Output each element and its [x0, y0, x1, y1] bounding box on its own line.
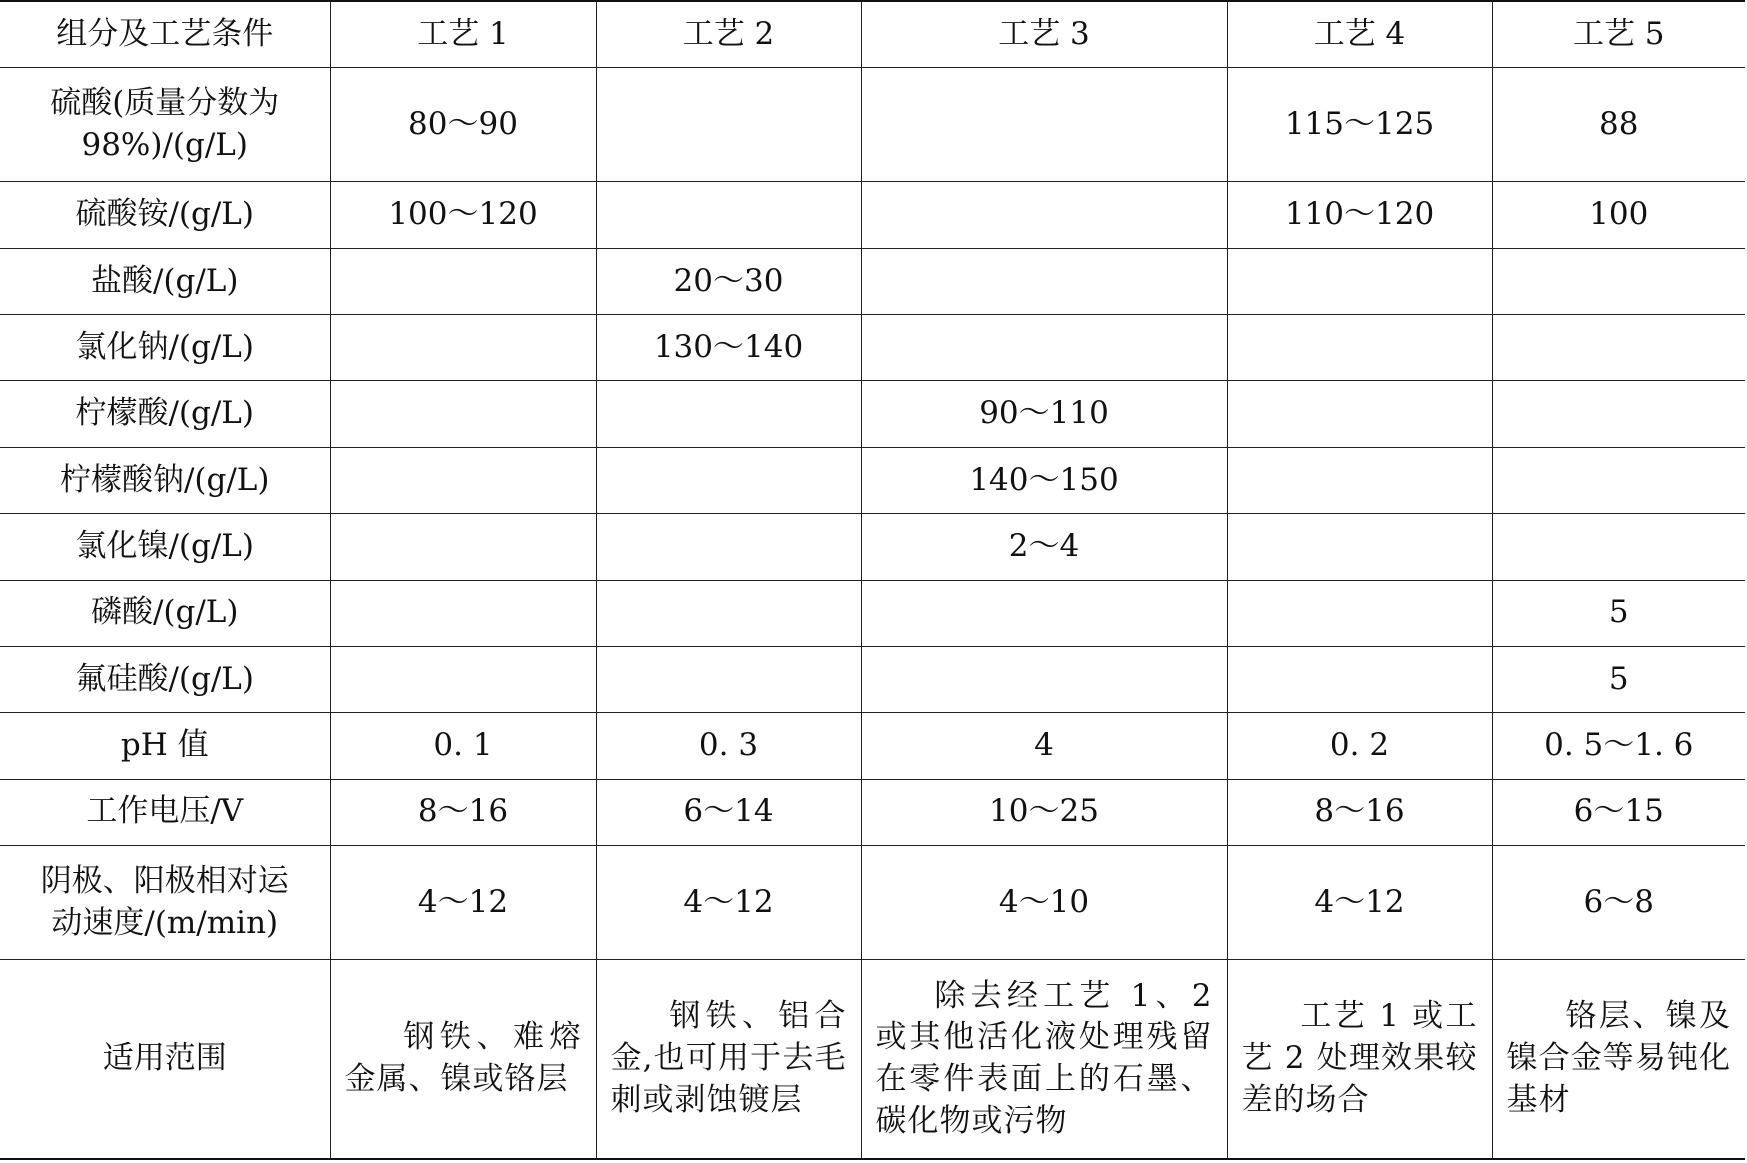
table-row	[0, 381, 1745, 447]
table-cell: 6～14	[596, 779, 861, 845]
table-cell: 0. 3	[596, 713, 861, 779]
table-cell	[330, 646, 596, 712]
table-cell	[596, 381, 861, 447]
table-cell	[861, 580, 1227, 646]
table-cell: 0. 1	[330, 713, 596, 779]
row-label: 氟硅酸/(g/L)	[0, 646, 330, 712]
table-cell: 0. 5～1. 6	[1492, 713, 1745, 779]
table-cell: 5	[1492, 580, 1745, 646]
table-cell: 88	[1492, 67, 1745, 182]
table-cell	[1227, 315, 1492, 381]
table-row	[0, 646, 1745, 712]
table-cell	[1492, 315, 1745, 381]
table-cell	[330, 580, 596, 646]
row-label: 阴极、阳极相对运动速度/(m/min)	[0, 845, 330, 960]
table-row	[0, 182, 1745, 248]
table-cell: 140～150	[861, 447, 1227, 513]
table-cell	[330, 315, 596, 381]
header-cell: 工艺 2	[596, 1, 861, 67]
row-label: 氯化镍/(g/L)	[0, 514, 330, 580]
table-cell: 130～140	[596, 315, 861, 381]
table-cell	[596, 67, 861, 182]
table-cell	[861, 67, 1227, 182]
table-header-row	[0, 1, 1745, 67]
table-cell	[330, 381, 596, 447]
table-cell: 4～12	[1227, 845, 1492, 960]
table-cell: 80～90	[330, 67, 596, 182]
table-row	[0, 960, 1745, 1159]
table-cell: 20～30	[596, 248, 861, 314]
table-cell	[1492, 381, 1745, 447]
table-cell	[1492, 248, 1745, 314]
table-cell	[330, 447, 596, 513]
row-label: 氯化钠/(g/L)	[0, 315, 330, 381]
table-cell: 0. 2	[1227, 713, 1492, 779]
table-cell	[1227, 381, 1492, 447]
table-row	[0, 713, 1745, 779]
row-label: 盐酸/(g/L)	[0, 248, 330, 314]
table-cell	[861, 182, 1227, 248]
row-label: 柠檬酸/(g/L)	[0, 381, 330, 447]
table-cell: 6～15	[1492, 779, 1745, 845]
table-cell: 110～120	[1227, 182, 1492, 248]
scope-cell: 除去经工艺 1、2 或其他活化液处理残留在零件表面上的石墨、碳化物或污物	[861, 960, 1227, 1159]
table-cell	[596, 514, 861, 580]
table-row	[0, 248, 1745, 314]
table-cell	[1492, 514, 1745, 580]
table-cell	[596, 182, 861, 248]
header-cell: 工艺 5	[1492, 1, 1745, 67]
row-label: pH 值	[0, 713, 330, 779]
table-cell: 4～12	[596, 845, 861, 960]
table-cell: 115～125	[1227, 67, 1492, 182]
table-cell	[861, 315, 1227, 381]
table-cell: 4～12	[330, 845, 596, 960]
table-cell	[330, 514, 596, 580]
table-cell	[596, 580, 861, 646]
table-cell: 8～16	[330, 779, 596, 845]
table-cell	[596, 447, 861, 513]
table-cell: 6～8	[1492, 845, 1745, 960]
table-cell	[1227, 580, 1492, 646]
scope-cell: 钢铁、难熔金属、镍或铬层	[330, 960, 596, 1159]
header-cell: 工艺 3	[861, 1, 1227, 67]
table-row	[0, 845, 1745, 960]
row-label: 适用范围	[0, 960, 330, 1159]
scope-cell: 工艺 1 或工艺 2 处理效果较差的场合	[1227, 960, 1492, 1159]
row-label: 工作电压/V	[0, 779, 330, 845]
table-row	[0, 67, 1745, 182]
table-cell: 10～25	[861, 779, 1227, 845]
table-row	[0, 779, 1745, 845]
table-cell: 100～120	[330, 182, 596, 248]
row-label: 硫酸铵/(g/L)	[0, 182, 330, 248]
table-cell: 2～4	[861, 514, 1227, 580]
table-row	[0, 447, 1745, 513]
table-cell: 90～110	[861, 381, 1227, 447]
header-cell: 工艺 4	[1227, 1, 1492, 67]
table-cell: 5	[1492, 646, 1745, 712]
table-cell	[1227, 646, 1492, 712]
table-row	[0, 315, 1745, 381]
table-cell	[861, 248, 1227, 314]
header-cell: 组分及工艺条件	[0, 1, 330, 67]
table-cell	[1227, 447, 1492, 513]
table-cell: 4	[861, 713, 1227, 779]
row-label: 柠檬酸钠/(g/L)	[0, 447, 330, 513]
table-cell: 100	[1492, 182, 1745, 248]
table-cell: 8～16	[1227, 779, 1492, 845]
table-cell: 4～10	[861, 845, 1227, 960]
table-cell	[1227, 248, 1492, 314]
header-cell: 工艺 1	[330, 1, 596, 67]
table-cell	[1227, 514, 1492, 580]
table-cell	[861, 646, 1227, 712]
table-cell	[596, 646, 861, 712]
table-row	[0, 514, 1745, 580]
table-row	[0, 580, 1745, 646]
row-label: 硫酸(质量分数为 98%)/(g/L)	[0, 67, 330, 182]
row-label: 磷酸/(g/L)	[0, 580, 330, 646]
table-cell	[330, 248, 596, 314]
scope-cell: 钢铁、铝合金,也可用于去毛刺或剥蚀镀层	[596, 960, 861, 1159]
table-cell	[1492, 447, 1745, 513]
scope-cell: 铬层、镍及镍合金等易钝化基材	[1492, 960, 1745, 1159]
